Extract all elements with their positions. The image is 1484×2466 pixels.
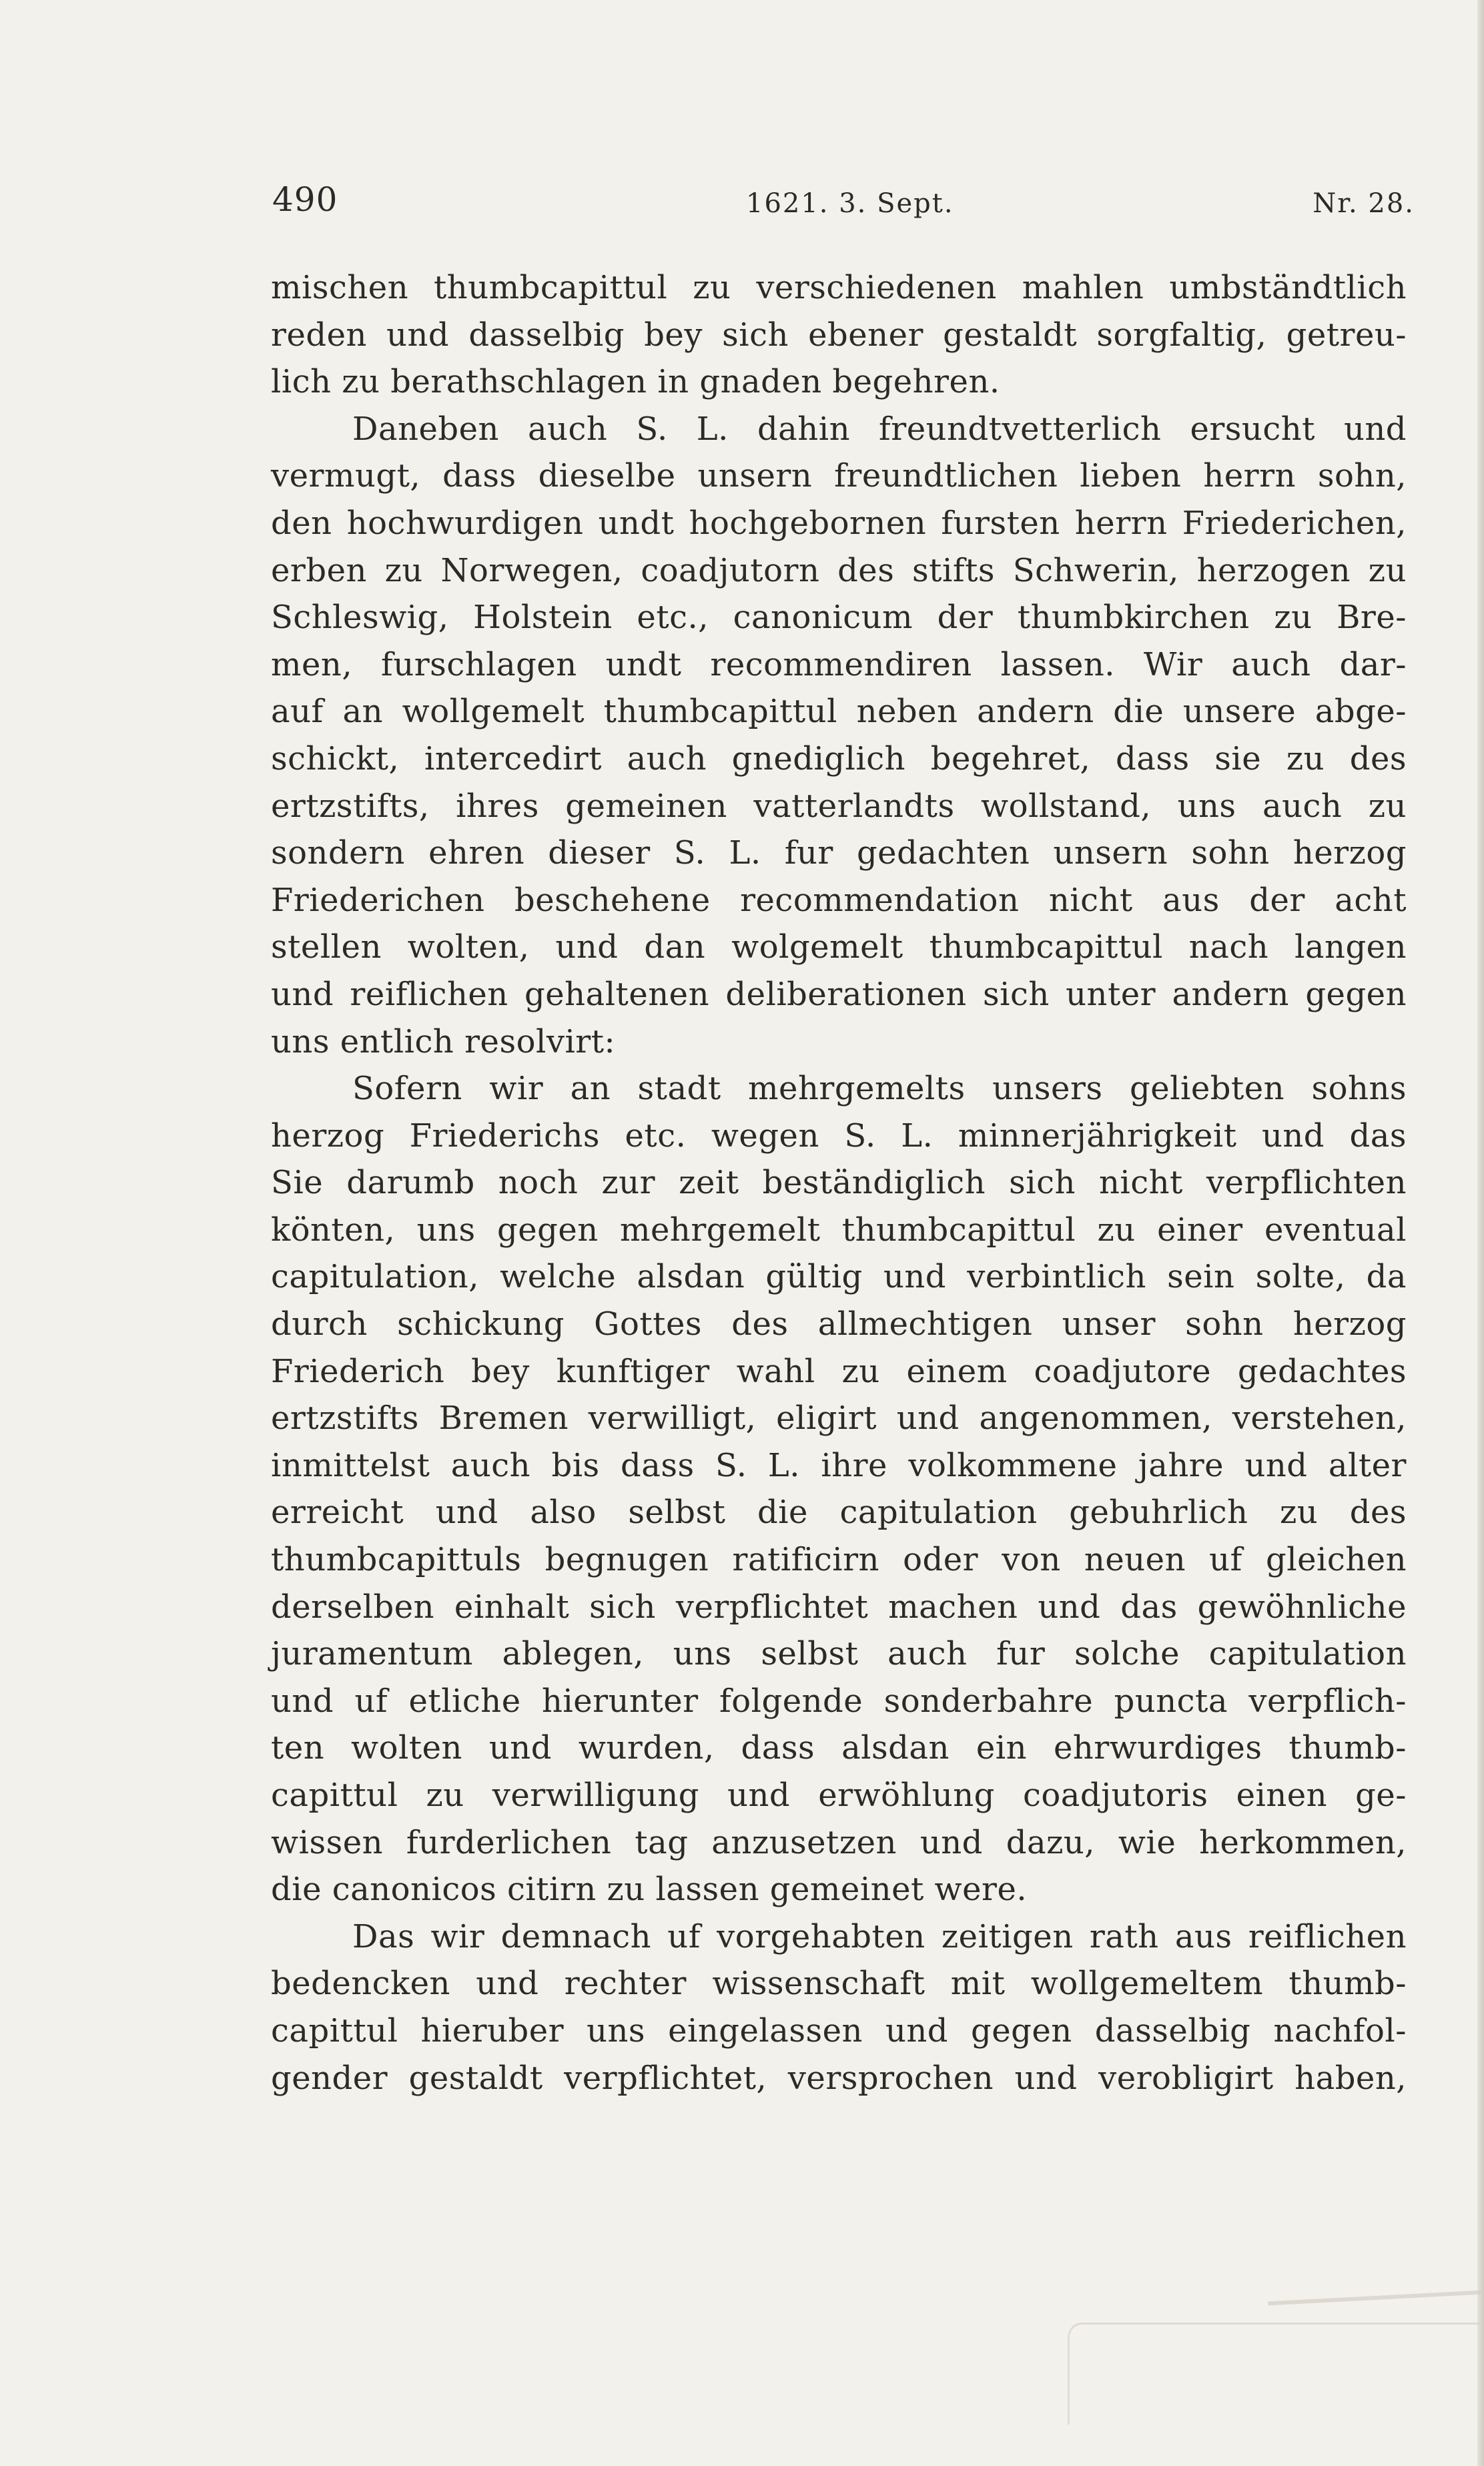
text-line: inmittelst auch bis dass S. L. ihre volkommene jahre und alter: [271, 1446, 1407, 1484]
text-line: capitulation, welche alsdan gültig und verbintlich sein solte, da: [271, 1258, 1407, 1296]
text-line: derselben einhalt sich verpflichtet machen und das gewöhnliche: [271, 1588, 1407, 1626]
text-line: vermugt, dass dieselbe unsern freundtlichen lieben herrn sohn,: [271, 457, 1407, 495]
text-line: capittul hieruber uns eingelassen und gegen dasselbig nachfol-: [271, 2012, 1407, 2050]
text-line: durch schickung Gottes des allmechtigen unser sohn herzog: [271, 1305, 1407, 1343]
text-line: lich zu berathschlagen in gnaden begehren.: [271, 363, 1000, 401]
body-text: [271, 264, 1407, 2102]
text-line: gender gestaldt verpflichtet, versprochen und verobligirt haben,: [271, 2059, 1407, 2097]
page-edge: [1477, 0, 1484, 2466]
text-line: ertzstifts Bremen verwilligt, eligirt und angenommen, verstehen,: [271, 1400, 1407, 1438]
running-header: [272, 180, 1415, 227]
page-number: 490: [272, 180, 338, 219]
text-line: ten wolten und wurden, dass alsdan ein ehrwurdiges thumb-: [271, 1729, 1407, 1767]
text-line: stellen wolten, und dan wolgemelt thumbcapittul nach langen: [271, 928, 1407, 966]
text-line: sondern ehren dieser S. L. fur gedachten unsern sohn herzog: [271, 834, 1407, 872]
text-line: könten, uns gegen mehrgemelt thumbcapittul zu einer eventual: [271, 1211, 1407, 1249]
text-line: und reiflichen gehaltenen deliberationen sich unter andern gegen: [271, 975, 1407, 1013]
text-line: thumbcapittuls begnugen ratificirn oder von neuen uf gleichen: [271, 1541, 1407, 1579]
page-corner-crease: [1268, 2290, 1484, 2306]
text-line: mischen thumbcapittul zu verschiedenen mahlen umbständtlich: [271, 269, 1407, 306]
page-corner-mark: [1068, 2323, 1483, 2425]
text-line: schickt, intercedirt auch gnediglich begehret, dass sie zu des: [271, 739, 1407, 778]
text-line: Friederich bey kunftiger wahl zu einem coadjutore gedachtes: [271, 1352, 1407, 1390]
text-line: reden und dasselbig bey sich ebener gestaldt sorgfaltig, getreu-: [271, 316, 1407, 354]
text-line: Sofern wir an stadt mehrgemelts unsers geliebten sohns: [352, 1070, 1407, 1108]
text-line: Das wir demnach uf vorgehabten zeitigen rath aus reiflichen: [352, 1917, 1407, 1955]
text-line: ertzstifts, ihres gemeinen vatterlandts wollstand, uns auch zu: [271, 787, 1407, 825]
text-line: Daneben auch S. L. dahin freundtvetterlich ersucht und: [352, 410, 1407, 448]
text-line: den hochwurdigen undt hochgebornen fursten herrn Friederichen,: [271, 504, 1407, 542]
text-line: bedencken und rechter wissenschaft mit wollgemeltem thumb-: [271, 1965, 1407, 2003]
header-date: 1621. 3. Sept.: [746, 188, 954, 219]
text-line: herzog Friederichs etc. wegen S. L. minnerjährigkeit und das: [271, 1117, 1407, 1155]
text-line: auf an wollgemelt thumbcapittul neben andern die unsere abge-: [271, 693, 1407, 731]
text-line: juramentum ablegen, uns selbst auch fur solche capitulation: [271, 1635, 1407, 1673]
text-line: erreicht und also selbst die capitulation gebuhrlich zu des: [271, 1494, 1407, 1532]
text-line: erben zu Norwegen, coadjutorn des stifts Schwerin, herzogen zu: [271, 551, 1407, 589]
text-line: Sie darumb noch zur zeit beständiglich sich nicht verpflichten: [271, 1164, 1407, 1202]
text-line: wissen furderlichen tag anzusetzen und dazu, wie herkommen,: [271, 1823, 1407, 1861]
text-line: und uf etliche hierunter folgende sonderbahre puncta verpflich-: [271, 1682, 1407, 1720]
document-number: Nr. 28.: [1313, 188, 1415, 219]
text-line: men, furschlagen undt recommendiren lassen. Wir auch dar-: [271, 645, 1407, 683]
text-line: uns entlich resolvirt:: [271, 1022, 616, 1060]
text-line: Friederichen beschehene recommendation nicht aus der acht: [271, 881, 1407, 919]
text-line: die canonicos citirn zu lassen gemeinet were.: [271, 1871, 1028, 1909]
text-line: Schleswig, Holstein etc., canonicum der thumbkirchen zu Bre-: [271, 599, 1407, 637]
text-line: capittul zu verwilligung und erwöhlung coadjutoris einen ge-: [271, 1777, 1407, 1814]
